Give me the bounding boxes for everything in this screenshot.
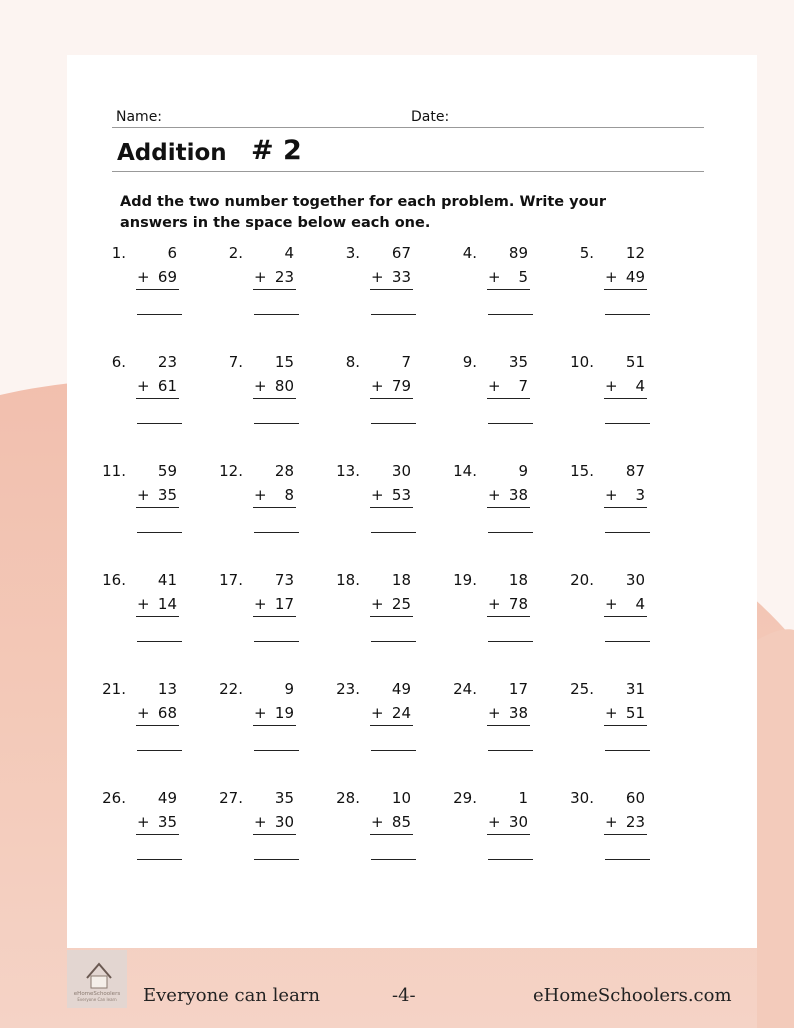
answer-blank[interactable] xyxy=(254,750,299,751)
problem-number: 17. xyxy=(219,571,243,589)
sum-line xyxy=(604,289,647,290)
problem-number: 14. xyxy=(453,462,477,480)
second-addend: 30 xyxy=(508,813,528,831)
answer-blank[interactable] xyxy=(371,532,416,533)
first-addend: 12 xyxy=(625,244,645,262)
sum-line xyxy=(253,507,296,508)
footer-site: eHomeSchoolers.com xyxy=(533,985,732,1006)
problem-5 xyxy=(565,244,675,334)
problem-28 xyxy=(331,789,441,879)
first-addend: 51 xyxy=(625,353,645,371)
problem-number: 10. xyxy=(570,353,594,371)
sum-line xyxy=(487,398,530,399)
plus-sign: + xyxy=(371,268,384,286)
problem-3 xyxy=(331,244,441,334)
instructions: Add the two number together for each problem. Write your answers in the space below each one. xyxy=(120,194,607,231)
sum-line xyxy=(253,616,296,617)
second-addend: 85 xyxy=(391,813,411,831)
answer-blank[interactable] xyxy=(488,750,533,751)
problem-number: 16. xyxy=(102,571,126,589)
second-addend: 23 xyxy=(274,268,294,286)
plus-sign: + xyxy=(371,486,384,504)
second-addend: 80 xyxy=(274,377,294,395)
plus-sign: + xyxy=(137,377,150,395)
plus-sign: + xyxy=(488,704,501,722)
first-addend: 89 xyxy=(508,244,528,262)
answer-blank[interactable] xyxy=(137,532,182,533)
plus-sign: + xyxy=(488,486,501,504)
first-addend: 35 xyxy=(508,353,528,371)
problem-13 xyxy=(331,462,441,552)
problem-6 xyxy=(97,353,207,443)
second-addend: 79 xyxy=(391,377,411,395)
problem-7 xyxy=(214,353,324,443)
ehomeschoolers-logo xyxy=(67,950,127,1008)
worksheet-title: Addition xyxy=(117,140,227,166)
second-addend: 53 xyxy=(391,486,411,504)
plus-sign: + xyxy=(254,704,267,722)
first-addend: 10 xyxy=(391,789,411,807)
plus-sign: + xyxy=(254,486,267,504)
answer-blank[interactable] xyxy=(137,859,182,860)
second-addend: 5 xyxy=(518,268,528,286)
answer-blank[interactable] xyxy=(605,532,650,533)
sum-line xyxy=(487,289,530,290)
problem-24 xyxy=(448,680,558,770)
answer-blank[interactable] xyxy=(371,859,416,860)
answer-blank[interactable] xyxy=(254,641,299,642)
problem-26 xyxy=(97,789,207,879)
first-addend: 73 xyxy=(274,571,294,589)
first-addend: 30 xyxy=(625,571,645,589)
plus-sign: + xyxy=(605,268,618,286)
plus-sign: + xyxy=(371,595,384,613)
first-addend: 59 xyxy=(157,462,177,480)
second-addend: 3 xyxy=(635,486,645,504)
sum-line xyxy=(253,725,296,726)
problem-1 xyxy=(97,244,207,334)
plus-sign: + xyxy=(371,813,384,831)
sum-line xyxy=(370,398,413,399)
answer-blank[interactable] xyxy=(254,314,299,315)
name-label: Name: xyxy=(116,109,163,125)
first-addend: 4 xyxy=(284,244,294,262)
plus-sign: + xyxy=(254,377,267,395)
answer-blank[interactable] xyxy=(488,859,533,860)
plus-sign: + xyxy=(254,595,267,613)
problem-number: 18. xyxy=(336,571,360,589)
problem-number: 11. xyxy=(102,462,126,480)
plus-sign: + xyxy=(605,377,618,395)
first-addend: 60 xyxy=(625,789,645,807)
problem-number: 6. xyxy=(111,353,126,371)
problem-19 xyxy=(448,571,558,661)
problem-14 xyxy=(448,462,558,552)
plus-sign: + xyxy=(605,595,618,613)
problem-number: 29. xyxy=(453,789,477,807)
problem-29 xyxy=(448,789,558,879)
problem-30 xyxy=(565,789,675,879)
sum-line xyxy=(604,616,647,617)
logo-tagline: Everyone Can learn xyxy=(77,997,117,1002)
problem-27 xyxy=(214,789,324,879)
problem-16 xyxy=(97,571,207,661)
problem-number: 27. xyxy=(219,789,243,807)
second-addend: 78 xyxy=(508,595,528,613)
second-addend: 17 xyxy=(274,595,294,613)
second-addend: 23 xyxy=(625,813,645,831)
plus-sign: + xyxy=(488,595,501,613)
sum-line xyxy=(136,834,179,835)
second-addend: 8 xyxy=(284,486,294,504)
first-addend: 23 xyxy=(157,353,177,371)
plus-sign: + xyxy=(488,377,501,395)
second-addend: 68 xyxy=(157,704,177,722)
name-date-line xyxy=(112,127,704,128)
second-addend: 35 xyxy=(157,486,177,504)
answer-blank[interactable] xyxy=(371,314,416,315)
second-addend: 14 xyxy=(157,595,177,613)
first-addend: 41 xyxy=(157,571,177,589)
sum-line xyxy=(370,725,413,726)
problem-12 xyxy=(214,462,324,552)
problem-number: 9. xyxy=(462,353,477,371)
first-addend: 15 xyxy=(274,353,294,371)
problem-9 xyxy=(448,353,558,443)
first-addend: 18 xyxy=(508,571,528,589)
problem-number: 28. xyxy=(336,789,360,807)
problem-number: 1. xyxy=(111,244,126,262)
sum-line xyxy=(487,725,530,726)
title-divider xyxy=(112,171,704,172)
first-addend: 18 xyxy=(391,571,411,589)
second-addend: 4 xyxy=(635,377,645,395)
second-addend: 35 xyxy=(157,813,177,831)
plus-sign: + xyxy=(137,595,150,613)
plus-sign: + xyxy=(137,268,150,286)
second-addend: 38 xyxy=(508,704,528,722)
footer-tagline: Everyone can learn xyxy=(143,985,321,1006)
sum-line xyxy=(604,507,647,508)
answer-blank[interactable] xyxy=(488,532,533,533)
problem-15 xyxy=(565,462,675,552)
sum-line xyxy=(136,289,179,290)
first-addend: 9 xyxy=(284,680,294,698)
second-addend: 61 xyxy=(157,377,177,395)
page-number: -4- xyxy=(392,985,416,1006)
sum-line xyxy=(136,398,179,399)
plus-sign: + xyxy=(605,704,618,722)
sum-line xyxy=(370,507,413,508)
second-addend: 25 xyxy=(391,595,411,613)
problem-2 xyxy=(214,244,324,334)
plus-sign: + xyxy=(137,486,150,504)
problem-20 xyxy=(565,571,675,661)
problem-number: 24. xyxy=(453,680,477,698)
second-addend: 51 xyxy=(625,704,645,722)
problem-21 xyxy=(97,680,207,770)
problem-number: 20. xyxy=(570,571,594,589)
problem-number: 21. xyxy=(102,680,126,698)
sum-line xyxy=(604,834,647,835)
answer-blank[interactable] xyxy=(371,423,416,424)
plus-sign: + xyxy=(488,268,501,286)
answer-blank[interactable] xyxy=(488,314,533,315)
sum-line xyxy=(604,398,647,399)
problem-number: 26. xyxy=(102,789,126,807)
problem-number: 22. xyxy=(219,680,243,698)
first-addend: 13 xyxy=(157,680,177,698)
answer-blank[interactable] xyxy=(254,423,299,424)
answer-blank[interactable] xyxy=(605,859,650,860)
plus-sign: + xyxy=(488,813,501,831)
second-addend: 30 xyxy=(274,813,294,831)
sum-line xyxy=(370,289,413,290)
answer-blank[interactable] xyxy=(605,641,650,642)
problem-number: 3. xyxy=(345,244,360,262)
problem-8 xyxy=(331,353,441,443)
worksheet-number: # 2 xyxy=(251,135,302,166)
first-addend: 9 xyxy=(518,462,528,480)
answer-blank[interactable] xyxy=(137,314,182,315)
problem-number: 4. xyxy=(462,244,477,262)
second-addend: 24 xyxy=(391,704,411,722)
first-addend: 31 xyxy=(625,680,645,698)
first-addend: 17 xyxy=(508,680,528,698)
sum-line xyxy=(370,616,413,617)
plus-sign: + xyxy=(371,704,384,722)
sum-line xyxy=(487,616,530,617)
second-addend: 4 xyxy=(635,595,645,613)
sum-line xyxy=(136,725,179,726)
plus-sign: + xyxy=(137,704,150,722)
sum-line xyxy=(487,507,530,508)
sum-line xyxy=(370,834,413,835)
answer-blank[interactable] xyxy=(488,423,533,424)
second-addend: 49 xyxy=(625,268,645,286)
plus-sign: + xyxy=(254,813,267,831)
problem-number: 30. xyxy=(570,789,594,807)
problem-10 xyxy=(565,353,675,443)
problem-17 xyxy=(214,571,324,661)
first-addend: 1 xyxy=(518,789,528,807)
answer-blank[interactable] xyxy=(137,750,182,751)
first-addend: 49 xyxy=(157,789,177,807)
answer-blank[interactable] xyxy=(605,314,650,315)
problem-25 xyxy=(565,680,675,770)
problem-23 xyxy=(331,680,441,770)
plus-sign: + xyxy=(605,813,618,831)
sum-line xyxy=(253,834,296,835)
problem-number: 12. xyxy=(219,462,243,480)
problem-number: 2. xyxy=(228,244,243,262)
answer-blank[interactable] xyxy=(371,750,416,751)
answer-blank[interactable] xyxy=(605,750,650,751)
second-addend: 33 xyxy=(391,268,411,286)
problem-number: 5. xyxy=(579,244,594,262)
problem-11 xyxy=(97,462,207,552)
answer-blank[interactable] xyxy=(254,532,299,533)
problem-number: 8. xyxy=(345,353,360,371)
sum-line xyxy=(487,834,530,835)
problem-number: 15. xyxy=(570,462,594,480)
sum-line xyxy=(136,616,179,617)
first-addend: 28 xyxy=(274,462,294,480)
problem-number: 13. xyxy=(336,462,360,480)
sum-line xyxy=(604,725,647,726)
second-addend: 38 xyxy=(508,486,528,504)
first-addend: 67 xyxy=(391,244,411,262)
sum-line xyxy=(136,507,179,508)
logo-text: eHomeSchoolers xyxy=(73,991,121,997)
problem-4 xyxy=(448,244,558,334)
problem-number: 25. xyxy=(570,680,594,698)
answer-blank[interactable] xyxy=(254,859,299,860)
problem-number: 7. xyxy=(228,353,243,371)
problem-number: 23. xyxy=(336,680,360,698)
answer-blank[interactable] xyxy=(605,423,650,424)
answer-blank[interactable] xyxy=(371,641,416,642)
sum-line xyxy=(253,289,296,290)
first-addend: 49 xyxy=(391,680,411,698)
second-addend: 7 xyxy=(518,377,528,395)
plus-sign: + xyxy=(371,377,384,395)
plus-sign: + xyxy=(137,813,150,831)
problem-18 xyxy=(331,571,441,661)
answer-blank[interactable] xyxy=(137,641,182,642)
first-addend: 7 xyxy=(401,353,411,371)
first-addend: 87 xyxy=(625,462,645,480)
answer-blank[interactable] xyxy=(488,641,533,642)
date-label: Date: xyxy=(411,109,450,125)
problem-number: 19. xyxy=(453,571,477,589)
second-addend: 19 xyxy=(274,704,294,722)
plus-sign: + xyxy=(605,486,618,504)
second-addend: 69 xyxy=(157,268,177,286)
first-addend: 6 xyxy=(167,244,177,262)
problem-22 xyxy=(214,680,324,770)
first-addend: 30 xyxy=(391,462,411,480)
plus-sign: + xyxy=(254,268,267,286)
answer-blank[interactable] xyxy=(137,423,182,424)
sum-line xyxy=(253,398,296,399)
first-addend: 35 xyxy=(274,789,294,807)
